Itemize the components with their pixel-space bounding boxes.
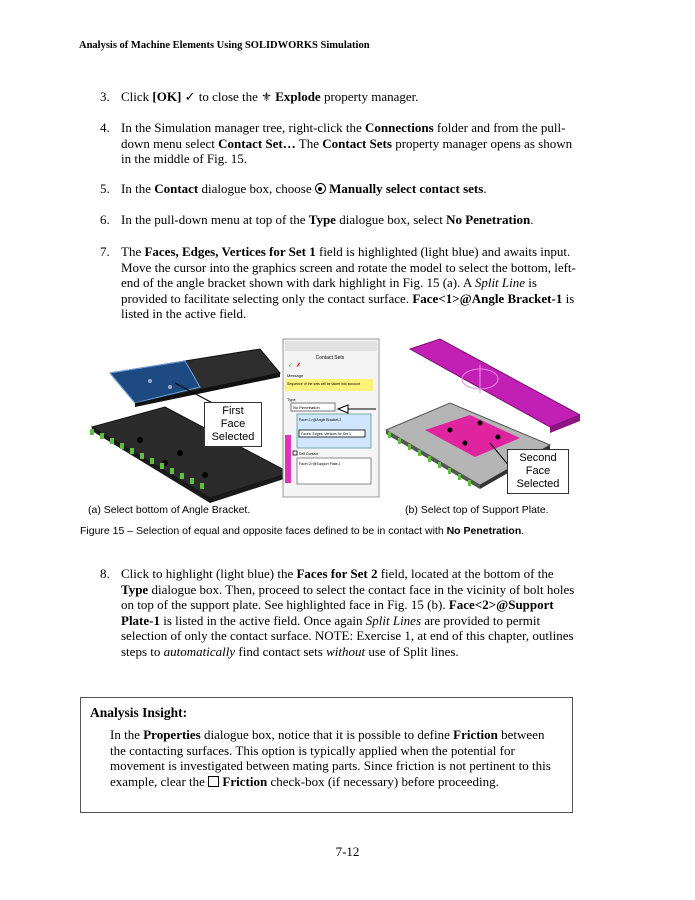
figure-caption: Figure 15 – Selection of equal and opposite faces defined to be in contact with No Penetration. [80,525,525,537]
running-header: Analysis of Machine Elements Using SOLIDWORKS Simulation [79,40,370,51]
callout-first-face: First Face Selected [204,402,262,447]
radio-icon [315,183,326,194]
figure-15 [80,335,580,503]
step-text: Click to highlight (light blue) the Faces for Set 2 field, located at the bottom of the Type dialogue box. Then, proceed to select the contact face in the vicinity of bolt holes on top of the support plate. See highlighted face in Fig. 15 (b). Face<2>@Support Plate-1 is listed in the active field. Once again Split Lines are provided to permit selection of only the contact surface. NOTE: Exercise 1, at end of this chapter, outlines steps to automatically find contact sets without use of Split lines. [121,566,575,659]
page-number: 7-12 [335,844,360,859]
step-text: In the Contact dialogue box, choose Manually select contact sets. [121,181,487,196]
step-number: 3. [100,89,110,104]
svg-text:Sequence of the sets will be t: Sequence of the sets will be taken into account [287,382,360,386]
svg-text:Self Contact: Self Contact [299,452,319,456]
contact-sets-panel-illustration [283,339,379,497]
callout-second-face: Second Face Selected [507,449,569,494]
svg-text:Face<2>@Support Plate-1: Face<2>@Support Plate-1 [299,462,341,466]
angle-bracket-left-illustration [110,349,280,407]
step-number: 6. [100,212,110,227]
svg-text:Type: Type [287,397,296,402]
step-text: In the Simulation manager tree, right-click the Connections folder and from the pull-down menu select Contact Set… The Contact Sets property manager opens as shown in the middle of Fig. 15. [121,120,573,166]
svg-text:✓: ✓ [288,362,294,369]
svg-text:Faces, Edges, Vertices for Set: Faces, Edges, Vertices for Set 1 [301,432,351,436]
explode-icon: ⚜ [261,90,272,104]
caption-a: (a) Select bottom of Angle Bracket. [88,504,251,516]
svg-text:✗: ✗ [296,362,302,369]
step-text: Click [OK] ✓ to close the ⚜ Explode property manager. [121,89,419,104]
figure-illustration [80,335,580,503]
checkbox-icon [208,776,219,787]
step-number: 4. [100,120,110,135]
insight-body: In the Properties dialogue box, notice that it is possible to define Friction between the contacting surfaces. This option is typically applied when the potential for movement is investigated between mating parts. Since friction is not pertinent to this example, clear the Friction check-box (if necessary) before proceeding. [110,727,551,789]
step-number: 8. [100,566,110,581]
svg-text:Message: Message [287,373,304,378]
svg-text:Contact Sets: Contact Sets [315,355,345,361]
insight-title: Analysis Insight: [90,705,188,720]
step-number: 7. [100,244,110,259]
step-text: In the pull-down menu at top of the Type dialogue box, select No Penetration. [121,212,534,227]
step-number: 5. [100,181,110,196]
step-text: The Faces, Edges, Vertices for Set 1 field is highlighted (light blue) and awaits input. Move the cursor into the graphics screen and rotate the model to select the bottom, left-end of the angle bracket shown with dark highlight in Fig. 15 (a). A Split Line is provided to facilitate selecting only the contact surface. Face<1>@Angle Bracket-1 is listed in the active field. [121,244,576,321]
caption-b: (b) Select top of Support Plate. [405,504,549,516]
svg-text:No Penetration: No Penetration [293,405,320,410]
analysis-insight-box [80,697,573,813]
svg-text:Face<1>@Angle Bracket-2: Face<1>@Angle Bracket-2 [299,418,342,422]
